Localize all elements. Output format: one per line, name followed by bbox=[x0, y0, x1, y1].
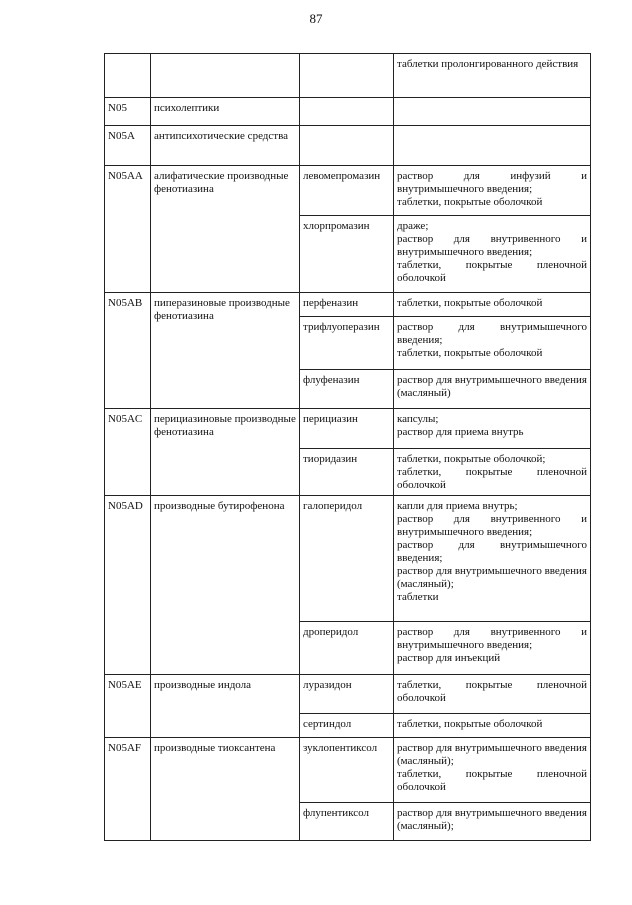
dosage-forms-cell bbox=[394, 293, 591, 317]
anatomical-group-cell: перициазиновые производные фенотиазина bbox=[151, 409, 300, 496]
table-row bbox=[105, 675, 591, 714]
dosage-form: таблетки, покрытые пленочной оболочкой bbox=[397, 259, 587, 284]
dosage-form: раствор для внутримышечного введения (масляный); bbox=[397, 807, 587, 832]
anatomical-group-cell bbox=[151, 54, 300, 98]
dosage-form: раствор для инфузий и внутримышечного введения; bbox=[397, 170, 587, 195]
drug-name-cell: дроперидол bbox=[300, 622, 394, 675]
drug-name-cell: луразидон bbox=[300, 675, 394, 714]
dosage-form: раствор для внутривенного и внутримышечного введения; bbox=[397, 626, 587, 651]
drug-name-cell: сертиндол bbox=[300, 714, 394, 738]
dosage-form: таблетки, покрытые оболочкой bbox=[397, 718, 543, 730]
atc-code-cell: N05AD bbox=[105, 496, 151, 675]
anatomical-group-cell: производные индола bbox=[151, 675, 300, 738]
dosage-forms-cell bbox=[394, 449, 591, 496]
drug-name-cell: флупентиксол bbox=[300, 803, 394, 841]
drug-name-cell: галоперидол bbox=[300, 496, 394, 622]
dosage-form: капсулы; bbox=[397, 413, 439, 425]
dosage-form: раствор для внутримышечного введения (масляный) bbox=[397, 374, 587, 399]
dosage-forms-cell bbox=[394, 409, 591, 449]
atc-code-cell: N05AF bbox=[105, 738, 151, 841]
drug-name-cell: трифлуоперазин bbox=[300, 317, 394, 370]
drug-name-cell bbox=[300, 54, 394, 98]
dosage-forms-cell bbox=[394, 622, 591, 675]
table-row bbox=[105, 293, 591, 317]
dosage-form: таблетки, покрытые оболочкой bbox=[397, 196, 543, 208]
dosage-form: таблетки, покрытые пленочной оболочкой bbox=[397, 768, 587, 793]
dosage-forms-cell bbox=[394, 126, 591, 166]
anatomical-group-cell: производные тиоксантена bbox=[151, 738, 300, 841]
table-row bbox=[105, 409, 591, 449]
dosage-forms-cell bbox=[394, 54, 591, 98]
dosage-form: раствор для внутримышечного введения (масляный); bbox=[397, 742, 587, 767]
dosage-form: раствор для внутримышечного введения (масляный); bbox=[397, 565, 587, 590]
dosage-form: раствор для внутривенного и внутримышечного введения; bbox=[397, 513, 587, 538]
dosage-form: таблетки, покрытые оболочкой; bbox=[397, 453, 546, 465]
atc-code-cell: N05A bbox=[105, 126, 151, 166]
dosage-form: раствор для внутримышечного введения; bbox=[397, 321, 587, 346]
table-row bbox=[105, 54, 591, 98]
drug-name-cell: тиоридазин bbox=[300, 449, 394, 496]
dosage-forms-cell bbox=[394, 216, 591, 293]
atc-code-cell bbox=[105, 54, 151, 98]
table-row bbox=[105, 98, 591, 126]
drug-name-cell: перициазин bbox=[300, 409, 394, 449]
anatomical-group-cell: пиперазиновые производные фенотиазина bbox=[151, 293, 300, 409]
dosage-forms-cell bbox=[394, 166, 591, 216]
dosage-forms-cell bbox=[394, 803, 591, 841]
dosage-form: таблетки, покрытые оболочкой bbox=[397, 347, 543, 359]
dosage-form: таблетки, покрытые пленочной оболочкой bbox=[397, 466, 587, 491]
drug-name-cell: перфеназин bbox=[300, 293, 394, 317]
table-row bbox=[105, 496, 591, 622]
anatomical-group-cell: антипсихотические средства bbox=[151, 126, 300, 166]
dosage-form: таблетки, покрытые оболочкой bbox=[397, 297, 543, 309]
drug-table bbox=[104, 53, 591, 841]
dosage-form: раствор для приема внутрь bbox=[397, 426, 524, 438]
atc-code-cell: N05AB bbox=[105, 293, 151, 409]
anatomical-group-cell: алифатические производные фенотиазина bbox=[151, 166, 300, 293]
atc-code-cell: N05AE bbox=[105, 675, 151, 738]
dosage-form: раствор для инъекций bbox=[397, 652, 501, 664]
drug-name-cell bbox=[300, 126, 394, 166]
drug-name-cell: левомепромазин bbox=[300, 166, 394, 216]
drug-name-cell bbox=[300, 98, 394, 126]
atc-code-cell: N05AA bbox=[105, 166, 151, 293]
table-row bbox=[105, 166, 591, 216]
dosage-forms-cell bbox=[394, 675, 591, 714]
table-row bbox=[105, 738, 591, 803]
atc-code-cell: N05 bbox=[105, 98, 151, 126]
dosage-forms-cell bbox=[394, 317, 591, 370]
dosage-form: капли для приема внутрь; bbox=[397, 500, 518, 512]
dosage-form: раствор для внутримышечного введения; bbox=[397, 539, 587, 564]
dosage-form: таблетки bbox=[397, 591, 439, 603]
dosage-forms-cell bbox=[394, 98, 591, 126]
drug-name-cell: зуклопентиксол bbox=[300, 738, 394, 803]
dosage-forms-cell bbox=[394, 370, 591, 409]
dosage-form: таблетки, покрытые пленочной оболочкой bbox=[397, 679, 587, 704]
drug-name-cell: хлорпромазин bbox=[300, 216, 394, 293]
dosage-forms-cell bbox=[394, 496, 591, 622]
atc-code-cell: N05AC bbox=[105, 409, 151, 496]
table-row bbox=[105, 126, 591, 166]
page-number: 87 bbox=[309, 11, 323, 26]
drug-name-cell: флуфеназин bbox=[300, 370, 394, 409]
dosage-form: драже; bbox=[397, 220, 429, 232]
dosage-forms-cell bbox=[394, 714, 591, 738]
anatomical-group-cell: производные бутирофенона bbox=[151, 496, 300, 675]
dosage-forms-cell bbox=[394, 738, 591, 803]
dosage-form: раствор для внутривенного и внутримышечного введения; bbox=[397, 233, 587, 258]
dosage-form: таблетки пролонгированного действия bbox=[397, 58, 579, 70]
anatomical-group-cell: психолептики bbox=[151, 98, 300, 126]
